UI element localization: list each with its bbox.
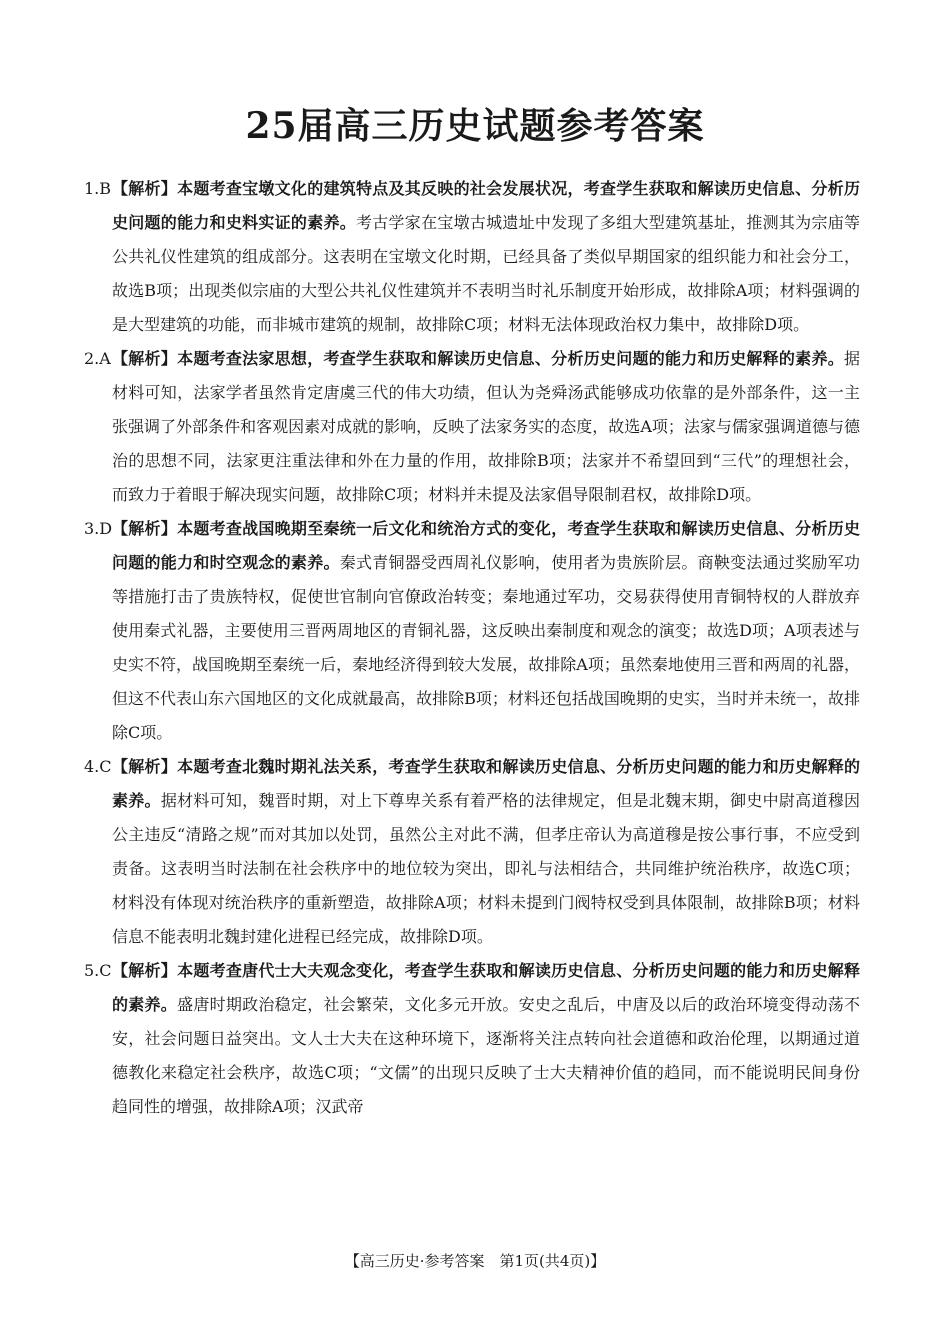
answer-item-3: [84, 512, 860, 750]
answer-number: 1.B: [84, 179, 112, 198]
answer-analysis-lead: 【解析】本题考查法家思想，考查学生获取和解读历史信息、分析历史问题的能力和历史解释的素养。: [112, 349, 844, 368]
answer-number: 3.D: [84, 519, 113, 538]
answer-number: 2.A: [84, 349, 111, 368]
answer-number: 5.C: [84, 961, 112, 980]
answer-analysis-lead: 【解析】本题考查北魏时期礼法关系，考查学生获取和解读历史信息、分析历史问题的能力和历史解释的素养。: [112, 757, 860, 810]
page-footer: 【高三历史·参考答案 第1页(共4页)】: [344, 1252, 606, 1270]
answer-item-2: [84, 342, 860, 512]
answer-analysis-body: 盛唐时期政治稳定，社会繁荣，文化多元开放。安史之乱后，中唐及以后的政治环境变得动荡不安，社会问题日益突出。文人士大夫在这种环境下，逐渐将关注点转向社会道德和政治伦理，以期通过道德教化来稳定社会秩序，故选C项；“文儒”的出现只反映了士大夫精神价值的趋同，而不能说明民间身份趋同性的增强，故排除A项；汉武帝: [112, 995, 860, 1116]
answer-analysis-body: 秦式青铜器受西周礼仪影响，使用者为贵族阶层。商鞅变法通过奖励军功等措施打击了贵族特权，促使世官制向官僚政治转变；秦地通过军功，交易获得使用青铜特权的人群放弃使用秦式礼器，主要使用三晋两周地区的青铜礼器，这反映出秦制度和观念的演变；故选D项；A项表述与史实不符，战国晚期至秦统一后，秦地经济得到较大发展，故排除A项；虽然秦地使用三晋和两周的礼器，但这不代表山东六国地区的文化成就最高，故排除B项；材料还包括战国晚期的史实，当时并未统一，故排除C项。: [112, 553, 860, 742]
answer-number: 4.C: [84, 757, 112, 776]
answer-analysis-lead: 【解析】本题考查宝墩文化的建筑特点及其反映的社会发展状况，考查学生获取和解读历史信息、分析历史问题的能力和史料实证的素养。: [112, 179, 860, 232]
page-title: 25届高三历史试题参考答案: [245, 105, 705, 147]
answer-analysis-body: 据材料可知，魏晋时期，对上下尊卑关系有着严格的法律规定，但是北魏末期，御史中尉高道穆因公主违反“清路之规”而对其加以处罚，虽然公主对此不满，但孝庄帝认为高道穆是按公事行事，不应受到责备。这表明当时法制在社会秩序中的地位较为突出，即礼与法相结合，共同维护统治秩序，故选C项；材料没有体现对统治秩序的重新塑造，故排除A项；材料未提到门阀特权受到具体限制，故排除B项；材料信息不能表明北魏封建化进程已经完成，故排除D项。: [112, 791, 860, 946]
answer-item-4: [84, 750, 860, 954]
answer-list: [84, 172, 860, 1124]
answer-analysis-lead: 【解析】本题考查唐代士大夫观念变化，考查学生获取和解读历史信息、分析历史问题的能力和历史解释的素养。: [112, 961, 860, 1014]
answer-analysis-body: 据材料可知，法家学者虽然肯定唐虞三代的伟大功绩，但认为尧舜汤武能够成功依靠的是外部条件，这一主张强调了外部条件和客观因素对成就的影响，反映了法家务实的态度，故选A项；法家与儒家强调道德与德治的思想不同，法家更注重法律和外在力量的作用，故排除B项；法家并不希望回到“三代”的理想社会，而致力于着眼于解决现实问题，故排除C项；材料并未提及法家倡导限制君权，故排除D项。: [112, 349, 860, 504]
answer-analysis-body: 考古学家在宝墩古城遗址中发现了多组大型建筑基址，推测其为宗庙等公共礼仪性建筑的组成部分。这表明在宝墩文化时期，已经具备了类似早期国家的组织能力和社会分工，故选B项；出现类似宗庙的大型公共礼仪性建筑并不表明当时礼乐制度开始形成，故排除A项；材料强调的是大型建筑的功能，而非城市建筑的规制，故排除C项；材料无法体现政治权力集中，故排除D项。: [112, 213, 860, 334]
answer-item-5: [84, 954, 860, 1124]
answer-item-1: [84, 172, 860, 342]
answer-analysis-lead: 【解析】本题考查战国晚期至秦统一后文化和统治方式的变化，考查学生获取和解读历史信息、分析历史问题的能力和时空观念的素养。: [112, 519, 860, 572]
